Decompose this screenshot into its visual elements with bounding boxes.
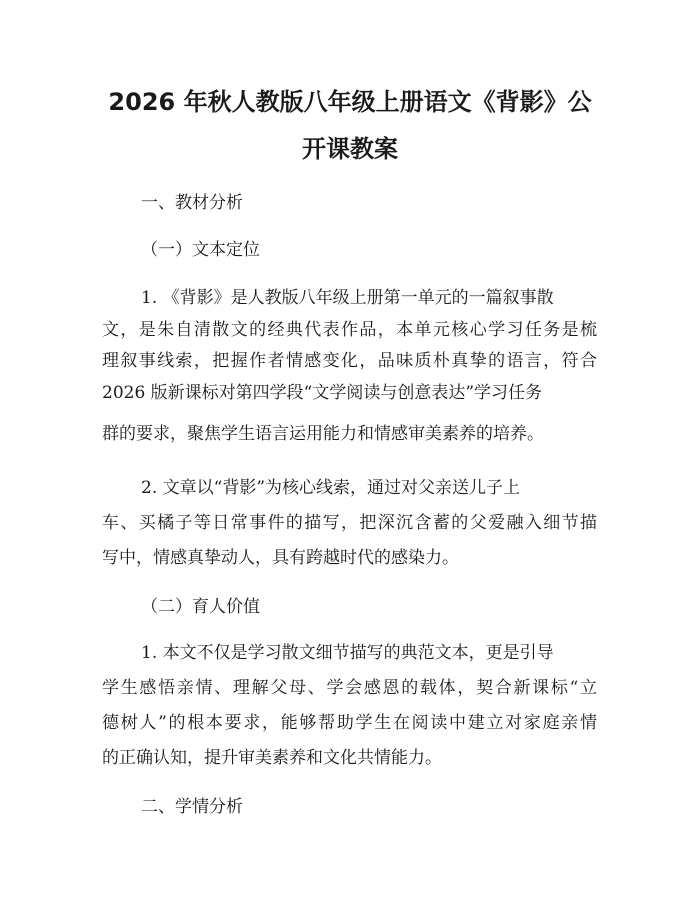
paragraph-line: 理叙事线索，把握作者情感变化，品味质朴真挚的语言，符合: [102, 351, 597, 371]
paragraph-line: 写中，情感真挚动人，具有跨越时代的感染力。: [102, 548, 459, 568]
document-title-line-1: 2026 年秋人教版八年级上册语文《背影》公: [108, 88, 592, 116]
subsection-heading-1: （一）文本定位: [141, 240, 260, 260]
document-title-line-2: 开课教案: [302, 135, 398, 163]
paragraph-line: 1. 《背影》是人教版八年级上册第一单元的一篇叙事散: [141, 288, 554, 308]
paragraph-line: 2. 文章以“背影”为核心线索，通过对父亲送儿子上: [141, 478, 521, 498]
section-heading-1: 一、教材分析: [141, 193, 243, 213]
subsection-heading-2: （二）育人价值: [141, 597, 260, 617]
paragraph-line: 车、买橘子等日常事件的描写，把深沉含蓄的父爱融入细节描: [102, 513, 597, 533]
paragraph-line: 文，是朱自清散文的经典代表作品，本单元核心学习任务是梳: [102, 320, 597, 340]
paragraph-line: 学生感悟亲情、理解父母、学会感恩的载体，契合新课标“立: [102, 678, 597, 698]
paragraph-line: 的正确认知，提升审美素养和文化共情能力。: [102, 748, 442, 768]
section-heading-2: 二、学情分析: [141, 797, 243, 817]
paragraph-line: 群的要求，聚焦学生语言运用能力和情感审美素养的培养。: [102, 424, 544, 444]
paragraph-line: 2026 版新课标对第四学段“文学阅读与创意表达”学习任务: [102, 383, 543, 403]
paragraph-line: 德树人”的根本要求，能够帮助学生在阅读中建立对家庭亲情: [102, 713, 597, 733]
paragraph-line: 1. 本文不仅是学习散文细节描写的典范文本，更是引导: [141, 643, 554, 663]
